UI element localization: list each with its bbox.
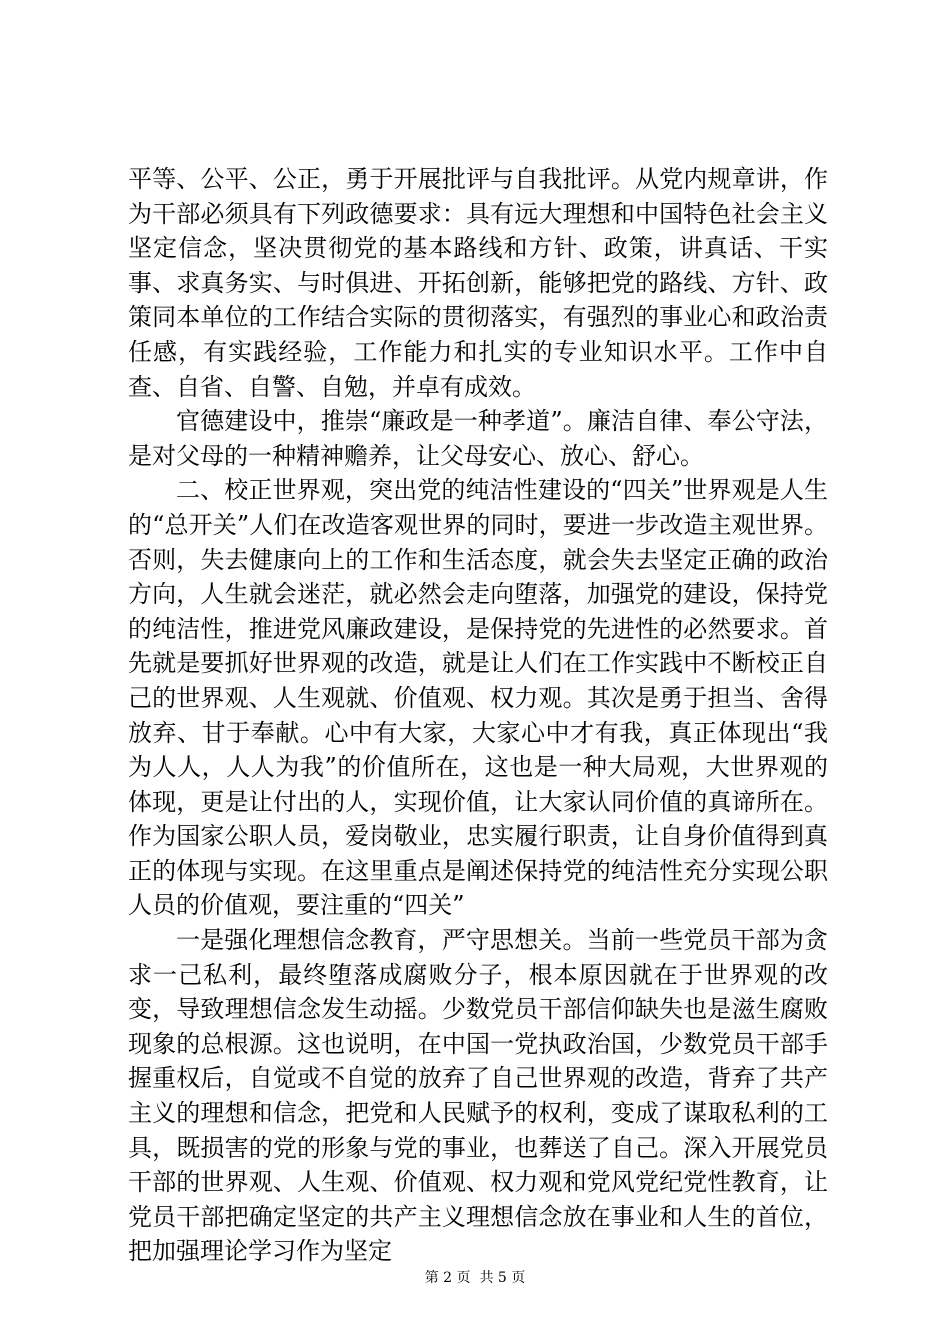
paragraph-1: 平等、公平、公正，勇于开展批评与自我批评。从党内规章讲，作为干部必须具有下列政德要求：具有远大理想和中国特色社会主义坚定信念，坚决贯彻党的基本路线和方针、政策，讲真话、干实事、求真务实、与时俱进、开拓创新，能够把党的路线、方针、政策同本单位的工作结合实际的贯彻落实，有强烈的事业心和政治责任感，有实践经验，工作能力和扎实的专业知识水平。工作中自查、自省、自警、自勉，并卓有成效。	[128, 165, 828, 401]
document-body	[128, 162, 828, 1269]
paragraph-3: 二、校正世界观，突出党的纯洁性建设的“四关”世界观是人生的“总开关”人们在改造客观世界的同时，要进一步改造主观世界。否则，失去健康向上的工作和生活态度，就会失去坚定正确的政治方向，人生就会迷茫，就必然会走向堕落，加强党的建设，保持党的纯洁性，推进党风廉政建设，是保持党的先进性的必然要求。首先就是要抓好世界观的改造，就是让人们在工作实践中不断校正自己的世界观、人生观就、价值观、权力观。其次是勇于担当、舍得放弃、甘于奉献。心中有大家，大家心中才有我，真正体现出“我为人人，人人为我”的价值所在，这也是一种大局观，大世界观的体现，更是让付出的人，实现价值，让大家认同价值的真谛所在。作为国家公职人员，爱岗敬业，忠实履行职责，让自身价值得到真正的体现与实现。在这里重点是阐述保持党的纯洁性充分实现公职人员的价值观，要注重的“四关”	[128, 476, 828, 920]
page-number-label: 第 2 页 共 5 页	[424, 1270, 526, 1286]
paragraph-4: 一是强化理想信念教育，严守思想关。当前一些党员干部为贪求一己私利，最终堕落成腐败分子，根本原因就在于世界观的改变，导致理想信念发生动摇。少数党员干部信仰缺失也是滋生腐败现象的总根源。这也说明，在中国一党执政治国，少数党员干部手握重权后，自觉或不自觉的放弃了自己世界观的改造，背弃了共产主义的理想和信念，把党和人民赋予的权利，变成了谋取私利的工具，既损害的党的形象与党的事业，也葬送了自己。深入开展党员干部的世界观、人生观、价值观、权力观和党风党纪党性教育，让党员干部把确定坚定的共产主义理想信念放在事业和人生的首位，把加强理论学习作为坚定	[128, 926, 828, 1266]
page-footer	[0, 1268, 950, 1288]
paragraph-2: 官德建设中，推崇“廉政是一种孝道”。廉洁自律、奉公守法，是对父母的一种精神赡养，让父母安心、放心、舒心。	[128, 407, 828, 470]
